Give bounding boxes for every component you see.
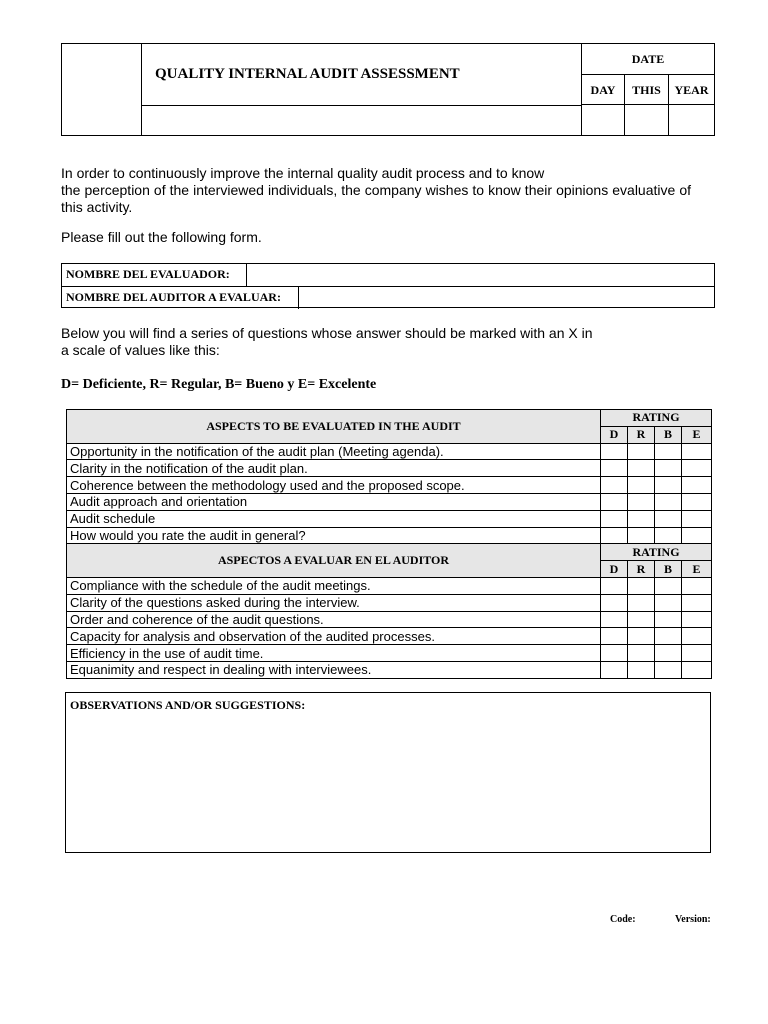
- rating-column-r: R: [628, 426, 655, 443]
- evaluator-row: [62, 264, 714, 287]
- table-row: [67, 477, 712, 494]
- title-cell: [141, 44, 582, 106]
- form-header: [61, 43, 715, 136]
- rating-label: RATING: [601, 410, 712, 427]
- rating-cell-b[interactable]: [655, 443, 682, 460]
- evaluator-table: [61, 263, 715, 308]
- question-text: Efficiency in the use of audit time.: [67, 645, 601, 662]
- date-day-field[interactable]: [582, 105, 625, 135]
- question-text: Coherence between the methodology used and the proposed scope.: [67, 477, 601, 494]
- rating-label: RATING: [601, 544, 712, 561]
- logo-placeholder: [62, 44, 142, 135]
- rating-cell-d[interactable]: [601, 443, 628, 460]
- question-text: Clarity in the notification of the audit plan.: [67, 460, 601, 477]
- date-year-field[interactable]: [669, 105, 714, 135]
- section-heading: ASPECTS TO BE EVALUATED IN THE AUDIT: [67, 410, 601, 444]
- rating-cell-e[interactable]: [682, 611, 712, 628]
- rating-cell-b[interactable]: [655, 611, 682, 628]
- rating-cell-d[interactable]: [601, 661, 628, 678]
- rating-cell-d[interactable]: [601, 460, 628, 477]
- rating-cell-r[interactable]: [628, 443, 655, 460]
- rating-cell-r[interactable]: [628, 611, 655, 628]
- rating-cell-r[interactable]: [628, 645, 655, 662]
- question-text: Clarity of the questions asked during the interview.: [67, 594, 601, 611]
- rating-cell-e[interactable]: [682, 628, 712, 645]
- question-text: Audit schedule: [67, 510, 601, 527]
- table-row: [67, 443, 712, 460]
- form-title: QUALITY INTERNAL AUDIT ASSESSMENT: [155, 66, 460, 82]
- rating-cell-e[interactable]: [682, 510, 712, 527]
- scale-line-2: a scale of values like this:: [61, 342, 220, 358]
- rating-column-d: D: [601, 561, 628, 578]
- date-month-label: THIS: [625, 75, 669, 105]
- rating-cell-d[interactable]: [601, 628, 628, 645]
- intro-line-1: In order to continuously improve the internal quality audit process and to know: [61, 165, 545, 181]
- auditor-row: [62, 287, 714, 309]
- rating-cell-r[interactable]: [628, 460, 655, 477]
- section-heading: ASPECTOS A EVALUAR EN EL AUDITOR: [67, 544, 601, 578]
- rating-table: [66, 409, 712, 679]
- table-row: [67, 645, 712, 662]
- rating-section-header: [67, 410, 712, 427]
- observations-label: OBSERVATIONS AND/OR SUGGESTIONS:: [70, 698, 306, 712]
- auditor-label: NOMBRE DEL AUDITOR A EVALUAR:: [62, 287, 299, 309]
- rating-column-d: D: [601, 426, 628, 443]
- rating-cell-b[interactable]: [655, 628, 682, 645]
- rating-column-e: E: [682, 426, 712, 443]
- question-text: Audit approach and orientation: [67, 493, 601, 510]
- rating-cell-b[interactable]: [655, 594, 682, 611]
- rating-cell-b[interactable]: [655, 493, 682, 510]
- rating-cell-d[interactable]: [601, 645, 628, 662]
- table-row: [67, 661, 712, 678]
- scale-legend: D= Deficiente, R= Regular, B= Bueno y E= Excelente: [61, 377, 377, 392]
- observations-box[interactable]: [65, 692, 711, 853]
- date-day-label: DAY: [582, 75, 625, 105]
- date-month-field[interactable]: [625, 105, 669, 135]
- auditor-name-field[interactable]: [299, 287, 714, 309]
- rating-column-b: B: [655, 561, 682, 578]
- table-row: [67, 594, 712, 611]
- question-text: Equanimity and respect in dealing with interviewees.: [67, 661, 601, 678]
- question-text: Compliance with the schedule of the audit meetings.: [67, 577, 601, 594]
- rating-cell-e[interactable]: [682, 477, 712, 494]
- table-row: [67, 577, 712, 594]
- table-row: [67, 510, 712, 527]
- rating-cell-e[interactable]: [682, 443, 712, 460]
- rating-cell-r[interactable]: [628, 577, 655, 594]
- rating-cell-b[interactable]: [655, 460, 682, 477]
- rating-cell-r[interactable]: [628, 628, 655, 645]
- question-text: How would you rate the audit in general?: [67, 527, 601, 544]
- rating-cell-r[interactable]: [628, 594, 655, 611]
- question-text: Capacity for analysis and observation of the audited processes.: [67, 628, 601, 645]
- rating-cell-e[interactable]: [682, 661, 712, 678]
- code-label: Code:: [610, 914, 636, 925]
- version-label: Version:: [675, 914, 711, 925]
- rating-cell-r[interactable]: [628, 510, 655, 527]
- rating-cell-d[interactable]: [601, 477, 628, 494]
- evaluator-label: NOMBRE DEL EVALUADOR:: [62, 264, 247, 286]
- question-text: Opportunity in the notification of the audit plan (Meeting agenda).: [67, 443, 601, 460]
- rating-cell-r[interactable]: [628, 477, 655, 494]
- scale-line-1: Below you will find a series of questions whose answer should be marked with an X in: [61, 325, 593, 341]
- rating-cell-d[interactable]: [601, 611, 628, 628]
- rating-cell-b[interactable]: [655, 527, 682, 544]
- question-text: Order and coherence of the audit questions.: [67, 611, 601, 628]
- rating-cell-e[interactable]: [682, 493, 712, 510]
- rating-cell-d[interactable]: [601, 510, 628, 527]
- rating-cell-r[interactable]: [628, 661, 655, 678]
- table-row: [67, 460, 712, 477]
- date-label: DATE: [582, 44, 714, 75]
- rating-cell-d[interactable]: [601, 493, 628, 510]
- rating-cell-b[interactable]: [655, 661, 682, 678]
- rating-cell-d[interactable]: [601, 527, 628, 544]
- rating-section-header: [67, 544, 712, 561]
- rating-cell-b[interactable]: [655, 477, 682, 494]
- evaluator-name-field[interactable]: [247, 264, 714, 286]
- rating-cell-e[interactable]: [682, 645, 712, 662]
- intro-line-2: the perception of the interviewed individuals, the company wishes to know their opinions evaluative of this activity.: [61, 182, 691, 215]
- header-blank-cell[interactable]: [141, 106, 582, 135]
- rating-cell-e[interactable]: [682, 594, 712, 611]
- rating-column-b: B: [655, 426, 682, 443]
- rating-cell-b[interactable]: [655, 510, 682, 527]
- rating-cell-d[interactable]: [601, 594, 628, 611]
- rating-cell-b[interactable]: [655, 577, 682, 594]
- rating-column-r: R: [628, 561, 655, 578]
- rating-cell-e[interactable]: [682, 527, 712, 544]
- rating-cell-r[interactable]: [628, 527, 655, 544]
- rating-cell-e[interactable]: [682, 460, 712, 477]
- table-row: [67, 493, 712, 510]
- table-row: [67, 527, 712, 544]
- table-row: [67, 611, 712, 628]
- rating-cell-d[interactable]: [601, 577, 628, 594]
- rating-cell-r[interactable]: [628, 493, 655, 510]
- rating-column-e: E: [682, 561, 712, 578]
- rating-cell-e[interactable]: [682, 577, 712, 594]
- table-row: [67, 628, 712, 645]
- rating-cell-b[interactable]: [655, 645, 682, 662]
- date-year-label: YEAR: [669, 75, 714, 105]
- fill-instruction: Please fill out the following form.: [61, 229, 262, 245]
